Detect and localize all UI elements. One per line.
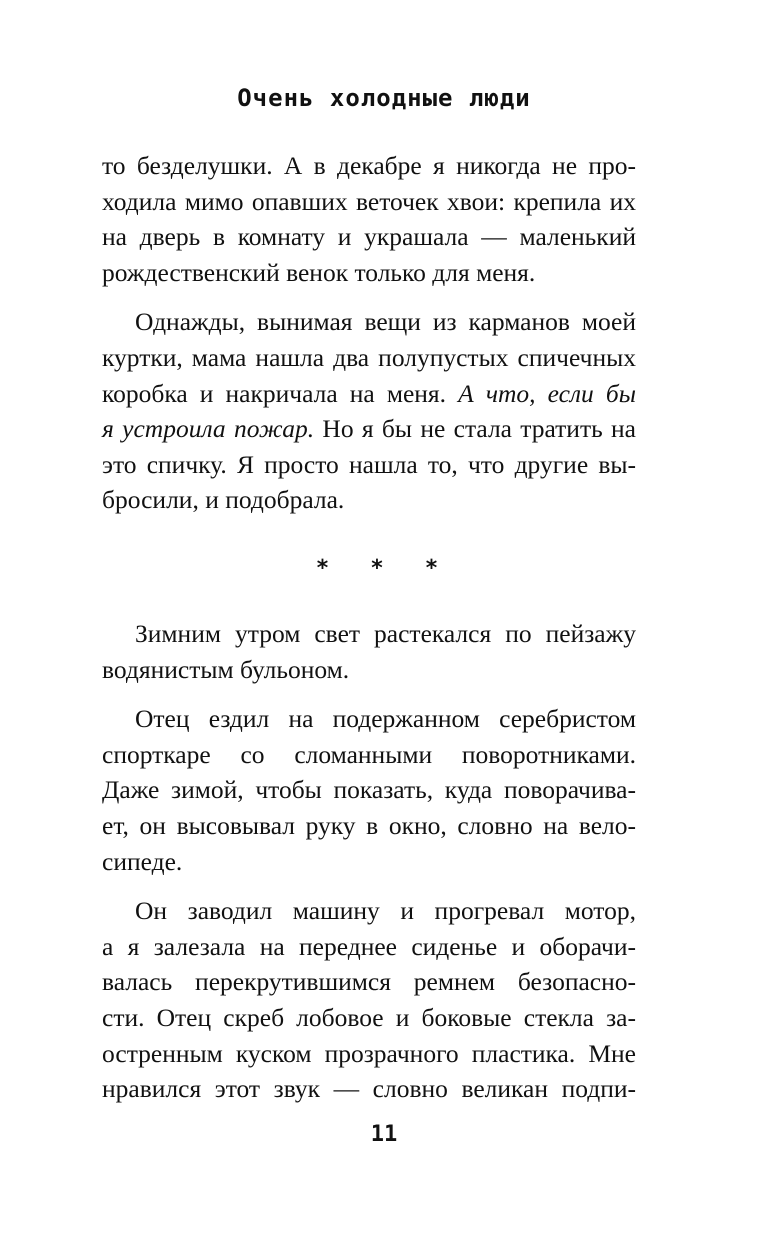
- text-line: валась перекрутившимся ремнем безопасно-: [102, 967, 636, 997]
- text-segment: коробка и накричала на меня.: [102, 378, 459, 408]
- text-line: остренным куском прозрачного пластика. Мне: [102, 1038, 636, 1068]
- text-line: Даже зимой, чтобы показать, куда поворачива-: [102, 775, 636, 805]
- text-line: на дверь в комнату и украшала — маленький: [102, 222, 636, 252]
- text-line: сипеде.: [102, 846, 183, 876]
- text-line: бросили, и подобрала.: [102, 485, 345, 515]
- running-head: Очень холодные люди: [237, 84, 531, 112]
- text-line: сти. Отец скреб лобовое и боковые стекла за-: [102, 1002, 636, 1032]
- text-line: [102, 411, 636, 447]
- paragraph-morning: [102, 616, 636, 687]
- text-line: Он заводил машину и прогревал мотор,: [135, 896, 636, 926]
- text-block-top: [102, 148, 636, 532]
- text-line: ет, он высовывал руку в окно, словно на вело-: [102, 810, 636, 840]
- italic-segment: А что, если бы: [458, 378, 636, 408]
- text-line: то безделушки. А в декабре я никогда не про-: [102, 151, 636, 180]
- paragraph-engine: [102, 893, 636, 1107]
- text-line: ходила мимо опавших веточек хвои: крепила их: [102, 186, 636, 216]
- text-line: Зимним утром свет растекался по пейзажу: [135, 619, 636, 648]
- italic-segment: я устроила пожар.: [102, 414, 315, 444]
- text-line: это спичку. Я просто нашла то, что другие вы-: [102, 449, 636, 479]
- text-line: рождественский венок только для меня.: [102, 257, 536, 287]
- paragraph-matches: [102, 304, 636, 518]
- text-line: Однажды, вынимая вещи из карманов моей: [135, 307, 636, 337]
- text-block-bottom: [102, 616, 636, 1121]
- text-line: куртки, мама нашла два полупустых спичечных: [102, 342, 636, 372]
- text-line: нравился этот звук — словно великан подпи-: [102, 1074, 636, 1104]
- paragraph-continued: [102, 148, 636, 290]
- paragraph-car: [102, 701, 636, 879]
- text-segment: Но я бы не стала тратить на: [314, 414, 636, 444]
- text-line: а я залезала на переднее сиденье и оборачи-: [102, 931, 636, 961]
- text-line: спорткаре со сломанными поворотниками.: [102, 739, 636, 769]
- section-separator: * * *: [315, 556, 453, 581]
- page-number: 11: [370, 1122, 398, 1147]
- text-line: Отец ездил на подержанном серебристом: [135, 704, 636, 734]
- text-line: водянистым бульоном.: [102, 654, 350, 684]
- text-line: [102, 376, 636, 412]
